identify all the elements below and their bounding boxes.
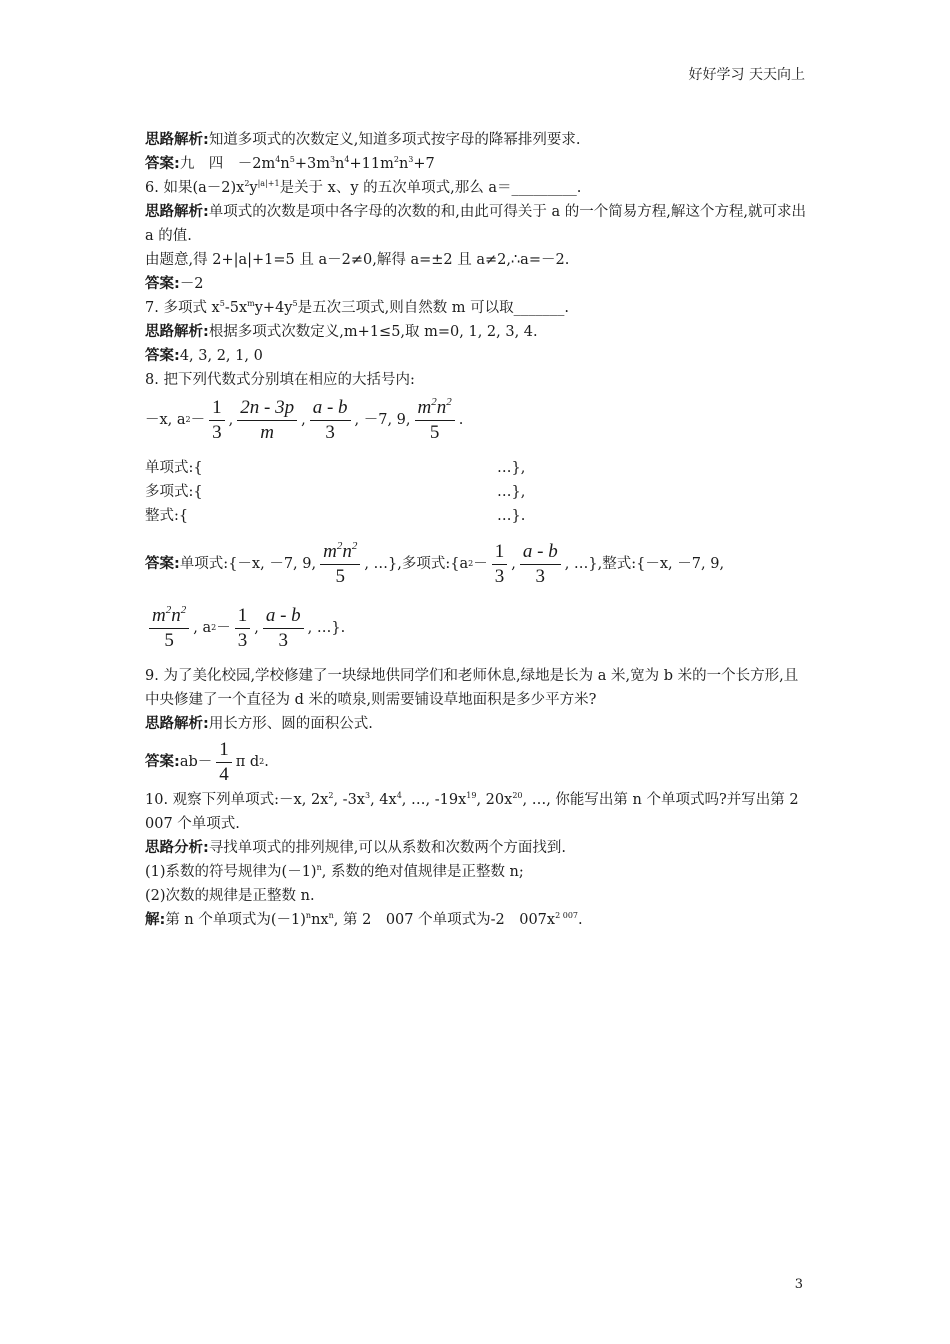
blank-integral: 整式:{ …}. — [145, 508, 526, 524]
q7-answer — [145, 344, 810, 368]
answer-label: 答案: — [145, 754, 180, 770]
fraction-one-third: $\frac{1}{3}$ — [492, 540, 508, 589]
page-number: 3 — [794, 1277, 803, 1292]
analysis-label: 思路解析: — [145, 716, 209, 732]
fraction-one-third: $\frac{1}{3}$ — [235, 604, 251, 653]
q10-point-2: (2)次数的规律是正整数 n. — [145, 888, 315, 904]
answer-text: －2 — [179, 276, 204, 292]
fraction-a-b-over-3: $\frac{a - b}{3}$ — [263, 604, 304, 653]
q6-solution: 由题意,得 2+|a|+1=5 且 a－2≠0,解得 a=±2 且 a≠2,∴a=－2. — [145, 252, 570, 268]
q8-expressions: －x, a 2 － $\frac{1}{3}$ , $\frac{2n - 3p}{m}$ , $\frac{a - b}{3}$ , －7, 9, $\frac{m^2n^2}{5}$ . — [145, 395, 464, 443]
q10-solution: 解:第 n 个单项式为$(-1)^nnx^n$, 第 2 007 个单项式为-2 $007x^{2 007}$. — [145, 911, 583, 928]
analysis-text: 寻找单项式的排列规律,可以从系数和次数两个方面找到. — [208, 840, 567, 856]
q5-answer — [145, 152, 810, 176]
q6-question: 6. 如果$(a-2)x^2y^{|a|+1}$是关于 x、y 的五次单项式,那么 a＝_________. — [145, 179, 582, 196]
answer-text: 九 四 $-2m^4n^5+3m^3n^4+11m^2n^3+7$ — [179, 155, 435, 172]
fraction-2n-3p-over-m: $\frac{2n - 3p}{m}$ — [237, 396, 297, 445]
solution-label: 解: — [145, 912, 166, 928]
q9-analysis — [145, 712, 810, 736]
analysis-text: 根据多项式次数定义,m+1≤5,取 m=0, 1, 2, 3, 4. — [208, 324, 538, 340]
fraction-a-b-over-3: $\frac{a - b}{3}$ — [310, 396, 351, 445]
q10-question: 10. 观察下列单项式:－x, $2x^2$, $-3x^3$, $4x^4$, …, $-19x^{19}$, $20x^{20}$, …, 你能写出第 n 个单项式吗?并写出第 2 007 个单项式. — [145, 791, 799, 832]
answer-label: 答案: — [145, 348, 180, 364]
fraction-one-third: $\frac{1}{3}$ — [209, 396, 225, 445]
page-header: 好好学习 天天向上 — [688, 67, 805, 83]
answer-label: 答案: — [145, 156, 180, 172]
analysis-label: 思路解析: — [145, 132, 209, 148]
fraction-a-b-over-3: $\frac{a - b}{3}$ — [520, 540, 561, 589]
analysis-text: 用长方形、圆的面积公式. — [208, 716, 373, 732]
analysis-text: 单项式的次数是项中各字母的次数的和,由此可得关于 a 的一个简易方程,解这个方程,就可求出 a 的值. — [145, 204, 806, 244]
q7-analysis — [145, 320, 810, 344]
q9-question: 9. 为了美化校园,学校修建了一块绿地供同学们和老师休息,绿地是长为 a 米,宽为 b 米的一个长方形,且中央修建了一个直径为 d 米的喷泉,则需要铺设草地面积是多少平方米? — [145, 668, 799, 708]
q5-analysis — [145, 128, 810, 152]
blank-monomials: 单项式:{ …}, — [145, 460, 526, 476]
analysis-label: 思路分析: — [145, 840, 209, 856]
q8-answer-line2: $\frac{m^2n^2}{5}$ , a 2 － $\frac{1}{3}$ , $\frac{a - b}{3}$ , …}. — [145, 600, 810, 656]
document-body — [145, 128, 810, 932]
fraction-m2n2-over-5: $\frac{m^2n^2}{5}$ — [149, 604, 189, 653]
analysis-label: 思路解析: — [145, 324, 209, 340]
answer-label: 答案: — [145, 276, 180, 292]
blank-polynomials: 多项式:{ …}, — [145, 484, 526, 500]
q10-analysis — [145, 836, 810, 860]
q7-question: 7. 多项式 $x^5-5x^my+4y^5$是五次三项式,则自然数 m 可以取_______. — [145, 299, 570, 316]
analysis-text: 知道多项式的次数定义,知道多项式按字母的降幂排列要求. — [208, 132, 581, 148]
q6-analysis — [145, 200, 810, 248]
q8-answer-line1: 答案: 单项式:{－x, －7, 9, $\frac{m^2n^2}{5}$ , …}, 多项式:{a 2 － $\frac{1}{3}$ , $\frac{a - b}{3}$ , …}, 整式:{－x, －7, 9, — [145, 539, 725, 587]
q9-answer: 答案: ab－ $\frac{1}{4}$ π d 2 . — [145, 738, 269, 785]
fraction-m2n2-over-5: $\frac{m^2n^2}{5}$ — [320, 540, 360, 589]
fraction-one-quarter: $\frac{1}{4}$ — [216, 738, 232, 787]
answer-text: 4, 3, 2, 1, 0 — [179, 348, 263, 364]
analysis-label: 思路解析: — [145, 204, 209, 220]
q10-point-1: (1)系数的符号规律为$(-1)^n$, 系数的绝对值规律是正整数 n; — [145, 863, 524, 880]
q6-answer — [145, 272, 810, 296]
answer-label: 答案: — [145, 556, 180, 572]
fraction-m2n2-over-5: $\frac{m^2n^2}{5}$ — [415, 396, 455, 445]
q8-question: 8. 把下列代数式分别填在相应的大括号内: — [145, 372, 415, 388]
